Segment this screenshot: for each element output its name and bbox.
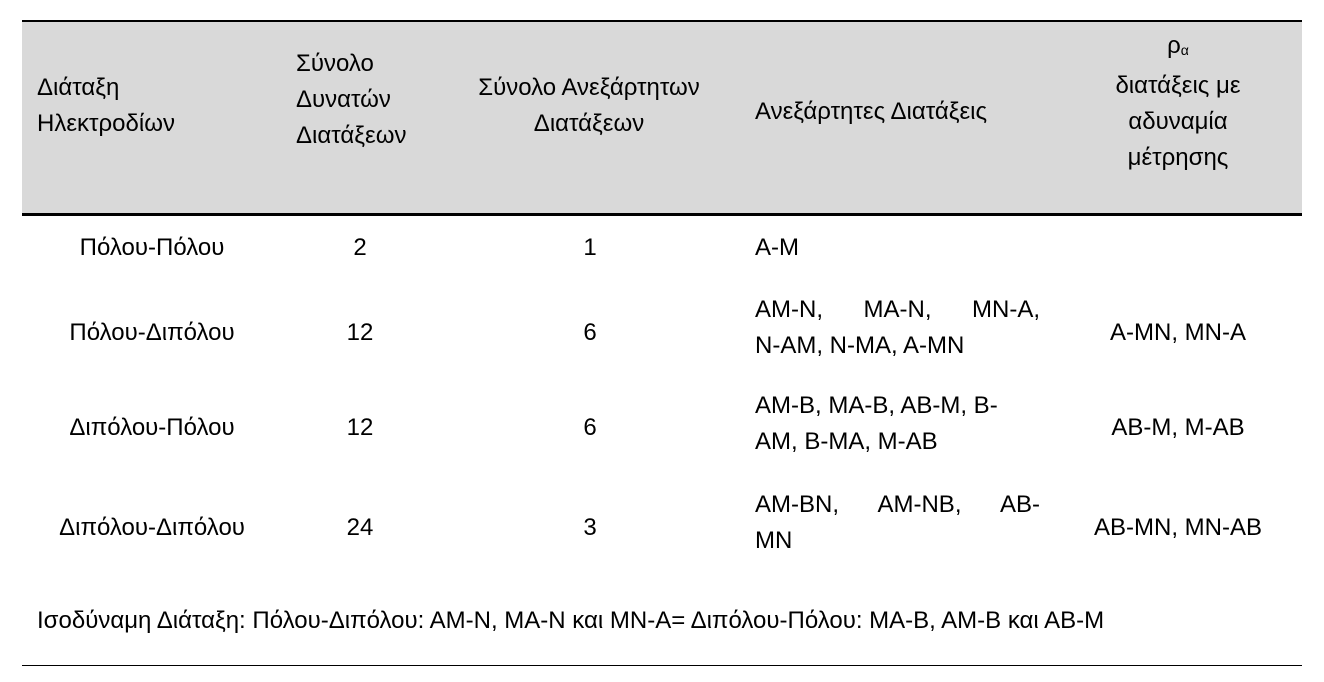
table-header-rule <box>22 213 1302 216</box>
row1-independent-list: Α-Μ <box>755 234 799 261</box>
header-arrangement <box>37 70 175 142</box>
row4-possible: 24 <box>346 514 374 541</box>
row2-weak: Α-ΜΝ, ΜΝ-Α <box>1110 319 1246 346</box>
row3-independent-list <box>755 388 998 460</box>
row4-independent-list-line <box>755 487 1040 523</box>
row2-independent: 6 <box>583 319 597 346</box>
row4-item: ΑΜ-ΝΒ, <box>877 491 962 518</box>
header-weak-line: μέτρησης <box>1127 144 1229 171</box>
row1-possible: 2 <box>353 234 367 261</box>
row2-item: ΑΜ-Ν, <box>755 296 823 323</box>
row2-item: ΜΑ-Ν, <box>863 296 932 323</box>
header-independent-count <box>458 70 720 142</box>
row2-arrangement: Πόλου-Διπόλου <box>69 319 235 346</box>
row2-independent-list-line: Ν-ΑΜ, Ν-ΜΑ, Α-ΜΝ <box>755 332 965 359</box>
row3-independent: 6 <box>583 414 597 441</box>
equivalence-note: Ισοδύναμη Διάταξη: Πόλου-Διπόλου: ΑΜ-Ν, ΜΑ-Ν και ΜΝ-Α= Διπόλου-Πόλου: ΜΑ-Β, ΑΜ-Β και ΑΒ-Μ <box>37 607 1105 634</box>
row1-arrangement: Πόλου-Πόλου <box>79 234 225 261</box>
header-weak <box>1068 28 1288 176</box>
header-independent-count-line: Σύνολο Ανεξάρτητων <box>478 74 700 101</box>
row4-independent-list <box>755 487 1040 559</box>
row4-item: ΑΜ-ΒΝ, <box>755 491 839 518</box>
header-possible <box>296 46 406 154</box>
header-possible-line: Σύνολο <box>296 50 374 77</box>
row2-independent-list <box>755 292 1040 364</box>
header-independent-list: Ανεξάρτητες Διατάξεις <box>755 98 988 125</box>
table-bottom-rule <box>22 665 1302 666</box>
header-arrangement-line: Ηλεκτροδίων <box>37 110 175 137</box>
row1-independent: 1 <box>583 234 597 261</box>
row4-arrangement: Διπόλου-Διπόλου <box>59 514 245 541</box>
row3-possible: 12 <box>346 414 374 441</box>
header-possible-line: Δυνατών <box>296 86 391 113</box>
row2-possible: 12 <box>346 319 374 346</box>
header-weak-line: αδυναμία <box>1128 108 1228 135</box>
row4-independent: 3 <box>583 514 597 541</box>
header-weak-line: διατάξεις με <box>1115 72 1241 99</box>
row4-item: ΑΒ- <box>999 491 1040 518</box>
header-arrangement-line: Διάταξη <box>37 74 120 101</box>
row2-item: ΜΝ-Α, <box>972 296 1040 323</box>
header-independent-count-line: Διατάξεων <box>533 110 645 137</box>
row3-arrangement: Διπόλου-Πόλου <box>69 414 235 441</box>
row2-independent-list-line <box>755 292 1040 328</box>
row3-independent-list-line: ΑΜ-Β, ΜΑ-Β, ΑΒ-Μ, Β- <box>755 392 998 419</box>
row3-independent-list-line: ΑΜ, Β-ΜΑ, Μ-ΑΒ <box>755 428 938 455</box>
row3-weak: ΑΒ-Μ, Μ-ΑΒ <box>1111 414 1245 441</box>
header-rho-alpha: $\rho_\alpha$ <box>1167 32 1189 59</box>
row4-weak: ΑΒ-ΜΝ, ΜΝ-ΑΒ <box>1094 514 1262 541</box>
row4-independent-list-line: ΜΝ <box>755 527 793 554</box>
header-possible-line: Διατάξεων <box>296 122 407 149</box>
